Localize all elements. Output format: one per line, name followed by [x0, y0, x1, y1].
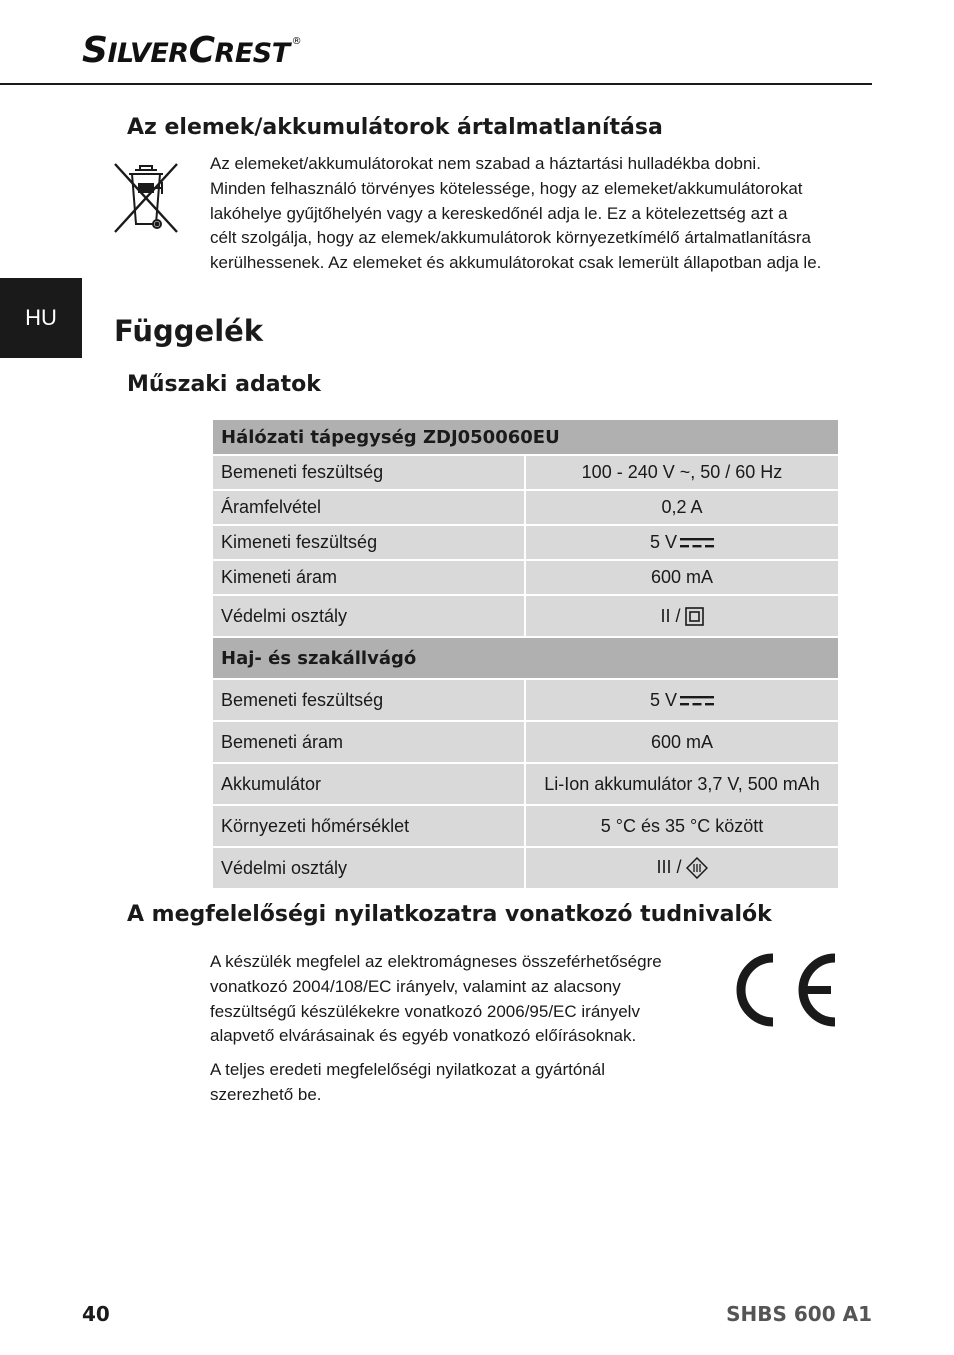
row-label: Áramfelvétel	[212, 490, 525, 525]
power-supply-header: Hálózati tápegység ZDJ050060EU	[212, 419, 839, 455]
text-line: Minden felhasználó törvényes kötelessége, hogy az elemeket/akkumulátorokat	[210, 178, 803, 198]
text-line: kerülhessenek. Az elemeket és akkumulátorokat csak lemerült állapotban adja le.	[210, 253, 822, 273]
conformity-text	[210, 950, 690, 1108]
row-label: Kimeneti áram	[212, 560, 525, 595]
row-value: Li-Ion akkumulátor 3,7 V, 500 mAh	[525, 763, 839, 805]
row-value	[525, 679, 839, 721]
value-text: 5 V	[649, 689, 678, 710]
row-label: Bemeneti feszültség	[212, 455, 525, 490]
language-tab	[0, 278, 82, 358]
crossed-out-bin-icon	[109, 158, 183, 236]
table-row	[212, 679, 839, 721]
table-group-header	[212, 637, 839, 679]
header-rule	[0, 83, 872, 85]
spec-table	[211, 418, 840, 890]
tech-data-heading: Műszaki adatok	[127, 372, 321, 397]
text-line: feszültségű készülékekre vonatkozó 2006/95/EC irányelv	[210, 1001, 640, 1021]
text-line: szerezhető be.	[210, 1084, 322, 1104]
row-value	[525, 525, 839, 560]
appendix-heading: Függelék	[114, 314, 264, 348]
disposal-text	[210, 152, 850, 276]
page-number: 40	[82, 1302, 110, 1326]
text-line: A készülék megfelel az elektromágneses összeférhetőségre	[210, 952, 662, 971]
value-text: 5 V	[649, 532, 678, 552]
text-line: Az elemeket/akkumulátorokat nem szabad a háztartási hulladékba dobni.	[210, 154, 761, 173]
row-label: Akkumulátor	[212, 763, 525, 805]
value-text: II /	[660, 605, 681, 626]
table-row	[212, 560, 839, 595]
row-value: 100 - 240 V ~, 50 / 60 Hz	[525, 455, 839, 490]
text-line: A teljes eredeti megfelelőségi nyilatkozat a gyártónál	[210, 1060, 606, 1080]
table-row	[212, 595, 839, 637]
table-row	[212, 455, 839, 490]
brand-logo: SILVERCREST ®	[82, 30, 302, 71]
text-line: alapvető elvárásainak és egyéb vonatkozó előírásoknak.	[210, 1026, 637, 1046]
dc-symbol-icon	[680, 537, 714, 549]
protection-class-iii-icon	[686, 857, 708, 879]
row-label: Környezeti hőmérséklet	[212, 805, 525, 847]
conformity-heading: A megfelelőségi nyilatkozatra vonatkozó tudnivalók	[127, 902, 772, 927]
language-code: HU	[25, 305, 57, 330]
text-line: célt szolgálja, hogy az elemek/akkumulátorok környezetkímélő ártalmatlanításra	[210, 228, 811, 248]
row-label: Védelmi osztály	[212, 595, 525, 637]
dc-symbol-icon	[680, 695, 714, 707]
disposal-heading: Az elemek/akkumulátorok ártalmatlanítása	[127, 115, 663, 140]
row-value	[525, 595, 839, 637]
table-row	[212, 805, 839, 847]
value-text: III /	[656, 856, 682, 877]
row-label: Védelmi osztály	[212, 847, 525, 889]
table-row	[212, 763, 839, 805]
table-row	[212, 525, 839, 560]
row-value: 0,2 A	[525, 490, 839, 525]
text-line: lakóhelye gyűjtőhelyén vagy a kereskedőnél adja le. Ez a kötelezettség azt a	[210, 203, 788, 223]
row-value: 600 mA	[525, 721, 839, 763]
row-label: Kimeneti feszültség	[212, 525, 525, 560]
trimmer-header: Haj- és szakállvágó	[212, 637, 839, 679]
text-line: vonatkozó 2004/108/EC irányelv, valamint az alacsony	[210, 976, 621, 996]
row-value	[525, 847, 839, 889]
row-value: 600 mA	[525, 560, 839, 595]
table-group-header	[212, 419, 839, 455]
table-row	[212, 490, 839, 525]
table-row	[212, 847, 839, 889]
row-value: 5 °C és 35 °C között	[525, 805, 839, 847]
ce-mark-icon	[731, 952, 839, 1028]
model-number: SHBS 600 A1	[726, 1302, 872, 1326]
table-row	[212, 721, 839, 763]
row-label: Bemeneti áram	[212, 721, 525, 763]
row-label: Bemeneti feszültség	[212, 679, 525, 721]
protection-class-ii-icon	[685, 607, 704, 626]
